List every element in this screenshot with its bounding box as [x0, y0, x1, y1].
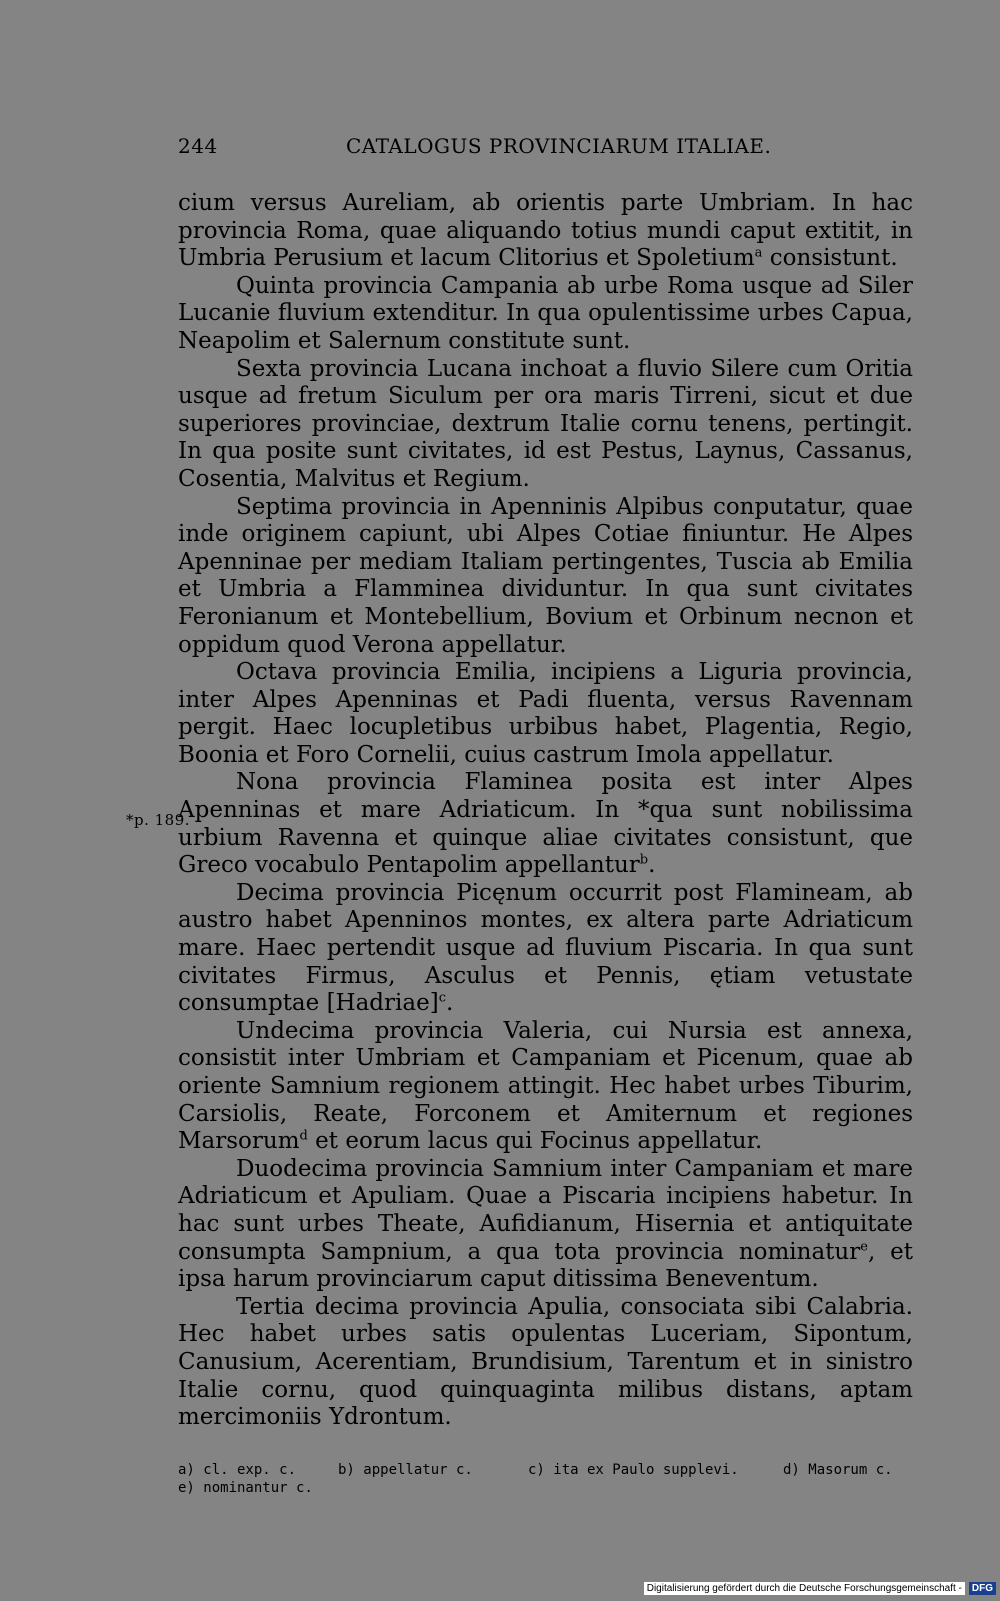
paragraph: Nona provincia Flaminea posita est inter Alpes Apenninas et mare Adriaticum. In *qua sunt nobilissima urbium Ravenna et quinque aliae civitates consistunt, que Greco vocabulo Pentapolim appellantur$^b$.: [178, 769, 913, 879]
page-number: 244: [178, 134, 218, 158]
paragraph: Septima provincia in Apenninis Alpibus conputatur, quae inde originem capiunt, ubi Alpes Cotiae finiuntur. He Alpes Apenninae per mediam Italiam pertingentes, Tuscia ab Emilia et Umbria a Flamminea dividuntur. In qua sunt civitates Feronianum et Montebellium, Bovium et Orbinum necnon et oppidum quod Verona appellatur.: [178, 493, 913, 658]
dfg-logo: DFG: [969, 1582, 996, 1595]
running-title: CATALOGUS PROVINCIARUM ITALIAE.: [346, 134, 772, 158]
footnote-marker: a: [754, 245, 763, 261]
footnote-b: b) appellatur c.: [338, 1462, 473, 1478]
paragraph: Quinta provincia Campania ab urbe Roma usque ad Siler Lucanie fluvium extenditur. In qua opulentissime urbes Capua, Neapolim et Salernum constitute sunt.: [178, 272, 913, 354]
credit-text: Digitalisierung gefördert durch die Deutsche Forschungsgemeinschaft -: [644, 1582, 965, 1595]
footnote-c: c) ita ex Paulo supplevi.: [528, 1462, 739, 1478]
margin-page-reference: *p. 189.: [126, 811, 191, 829]
footnote-d: d) Masorum c.: [783, 1462, 893, 1478]
footnotes: [178, 1461, 913, 1497]
paragraph: Duodecima provincia Samnium inter Campaniam et mare Adriaticum et Apuliam. Quae a Piscaria incipiens habetur. In hac sunt urbes Theate, Aufidianum, Hisernia et antiquitate consumpta Sampnium, a qua tota provincia nominatur$^e$, et ipsa harum provinciarum caput ditissima Beneventum.: [178, 1155, 914, 1293]
paragraph: cium versus Aureliam, ab orientis parte Umbriam. In hac provincia Roma, quae aliquando totius mundi caput extitit, in Umbria Perusium et lacum Clitorius et Spoletium$^a$ consistunt.: [178, 190, 913, 272]
footnote-a: a) cl. exp. c.: [178, 1462, 297, 1478]
paragraph: Undecima provincia Valeria, cui Nursia est annexa, consistit inter Umbriam et Campaniam et Picenum, quae ab oriente Samnium regionem attingit. Hec habet urbes Tiburim, Carsiolis, Reate, Forconem et Amiternum et regiones Marsorum$^d$ et eorum lacus qui Focinus appellatur.: [178, 1017, 913, 1155]
footnote-e: e) nominantur c.: [178, 1480, 313, 1496]
paragraph: Sexta provincia Lucana inchoat a fluvio Silere cum Oritia usque ad fretum Siculum per ora maris Tirreni, sicut et due superiores provinciae, dextrum Italie cornu tenens, pertingit. In qua posite sunt civitates, id est Pestus, Laynus, Cassanus, Cosentia, Malvitus et Regium.: [178, 355, 913, 492]
paragraph: Tertia decima provincia Apulia, consociata sibi Calabria. Hec habet urbes satis opulentas Luceriam, Sipontum, Canusium, Acerentiam, Brundisium, Tarentum et in sinistro Italie cornu, quod quinquaginta milibus distans, aptam mercimoniis Ydrontum.: [178, 1293, 913, 1431]
paragraph: Decima provincia Picęnum occurrit post Flamineam, ab austro habet Apenninos montes, ex altera parte Adriaticum mare. Haec pertendit usque ad fluvium Piscaria. In qua sunt civitates Firmus, Asculus et Pennis, ętiam vetustate consumptae [Hadriae]$^c$.: [178, 879, 913, 1017]
main-text: [178, 190, 913, 1432]
paragraph: Octava provincia Emilia, incipiens a Liguria provincia, inter Alpes Apenninas et Padi fluenta, versus Ravennam pergit. Haec locupletibus urbibus habet, Plagentia, Regio, Boonia et Foro Cornelii, cuius castrum Imola appellatur.: [178, 659, 913, 768]
footnote-marker: b: [639, 852, 649, 868]
footnote-marker: e: [860, 1238, 868, 1254]
footnote-marker: c: [438, 990, 446, 1006]
digitization-credit: [644, 1579, 996, 1597]
footnote-marker: d: [299, 1128, 308, 1144]
